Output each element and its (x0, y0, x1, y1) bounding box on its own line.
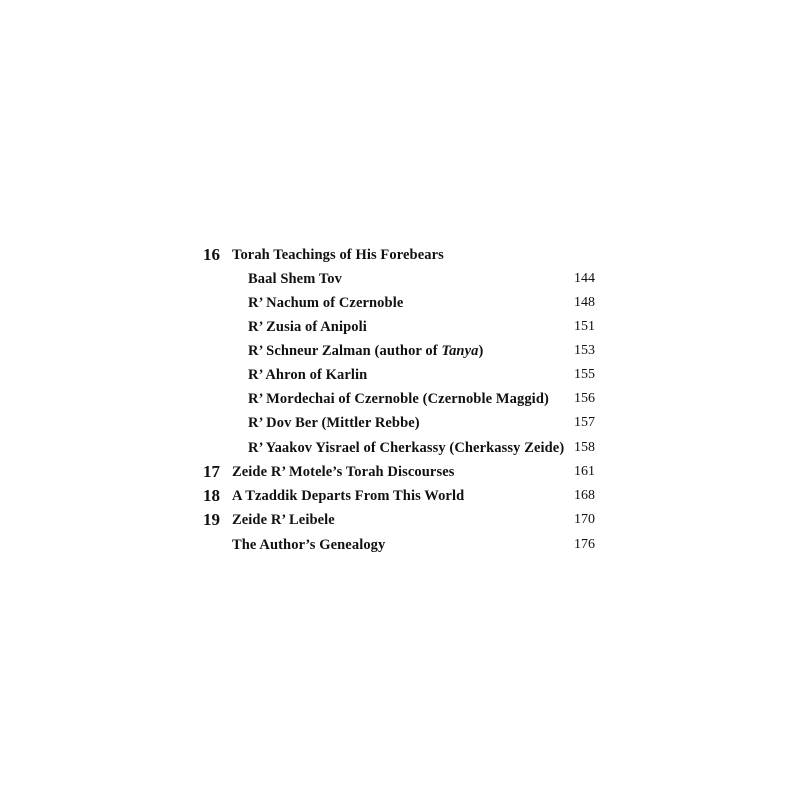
subentry-title: Baal Shem Tov (248, 271, 342, 287)
toc-appendix (0, 533, 800, 557)
page-number: 153 (574, 343, 595, 358)
subentry-title (248, 339, 483, 363)
page-number: 155 (574, 367, 595, 382)
book-title-italic: Tanya (441, 343, 479, 359)
subentry-title: R’ Dov Ber (Mittler Rebbe) (248, 415, 420, 431)
subentry-title-part: ) (478, 343, 484, 359)
chapter-number: 16 (203, 245, 220, 264)
chapter-title: A Tzaddik Departs From This World (232, 488, 465, 504)
subentry-title-part: R’ Schneur Zalman (author of (248, 343, 442, 359)
chapter-title: Zeide R’ Motele’s Torah Discourses (232, 464, 455, 480)
page-number: 148 (574, 295, 595, 310)
page-number: 168 (574, 488, 595, 503)
toc-subentry (0, 315, 800, 339)
page-number: 156 (574, 391, 595, 406)
subentry-title: R’ Ahron of Karlin (248, 367, 368, 383)
page-number: 157 (574, 415, 595, 430)
page-number: 161 (574, 464, 595, 479)
chapter-number: 17 (203, 462, 220, 481)
subentry-title: R’ Yaakov Yisrael of Cherkassy (Cherkassy Zeide) (248, 440, 565, 456)
chapter-title: Zeide R’ Leibele (232, 512, 335, 528)
toc-subentry (0, 436, 800, 460)
subentry-title: R’ Zusia of Anipoli (248, 319, 367, 335)
toc-subentry (0, 411, 800, 435)
toc-subentry (0, 291, 800, 315)
chapter-number: 18 (203, 486, 220, 505)
toc-subentry (0, 387, 800, 411)
subentry-title: R’ Mordechai of Czernoble (Czernoble Maggid) (248, 391, 549, 407)
toc-chapter-17 (0, 460, 800, 484)
page-number: 170 (574, 512, 595, 527)
toc-subentry (0, 339, 800, 363)
page-number: 158 (574, 440, 595, 455)
page-number: 151 (574, 319, 595, 334)
page-number: 176 (574, 537, 595, 552)
toc-chapter-16 (0, 243, 800, 267)
toc-subentry (0, 363, 800, 387)
page-number: 144 (574, 271, 595, 286)
chapter-number: 19 (203, 510, 220, 529)
chapter-title: Torah Teachings of His Forebears (232, 247, 444, 263)
toc-chapter-18 (0, 484, 800, 508)
toc-subentry (0, 267, 800, 291)
subentry-title: R’ Nachum of Czernoble (248, 295, 404, 311)
appendix-title: The Author’s Genealogy (232, 537, 386, 553)
toc-chapter-19 (0, 508, 800, 532)
